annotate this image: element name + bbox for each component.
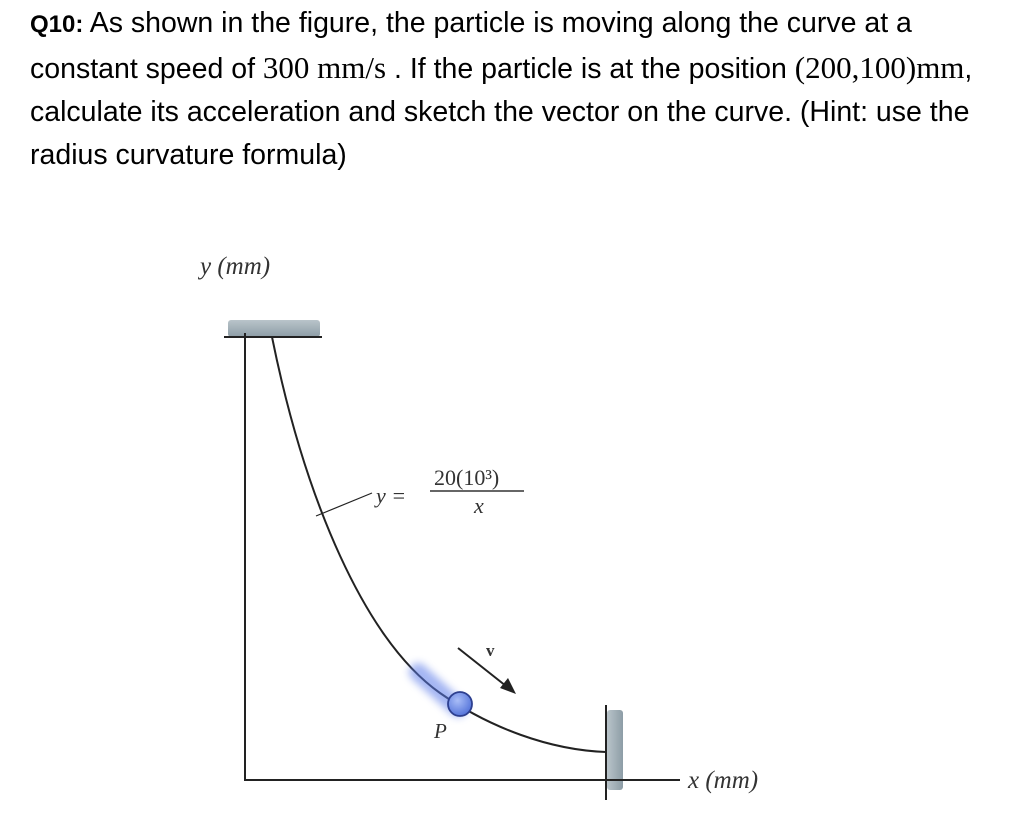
particle-label: P (434, 719, 447, 743)
y-axis-label: y (mm) (200, 253, 271, 280)
position-value: (200,100)mm (794, 50, 965, 85)
velocity-label: v (486, 641, 495, 660)
velocity-arrow-shaft (458, 648, 506, 686)
right-support (607, 710, 623, 790)
particle-p (448, 692, 472, 716)
equation-denominator: x (474, 493, 484, 518)
equation-numerator: 20(10³) (434, 465, 500, 490)
equation-leader (316, 493, 372, 516)
question-part3: , calculate its acceleration and sketch the vector on the curve. (Hint: use the radius curvature formula) (30, 53, 973, 171)
x-axis-label: x (mm) (688, 767, 759, 794)
velocity-arrow-head (500, 678, 516, 694)
question-part2: . If the particle is at the position (386, 53, 795, 85)
top-support (228, 320, 320, 337)
question-part1: As shown in the figure, the particle is moving along the curve at a constant speed of (30, 7, 912, 85)
speed-value: 300 mm/s (262, 50, 387, 85)
question-label: Q10: (30, 11, 84, 38)
equation-lhs: y = (376, 483, 407, 508)
